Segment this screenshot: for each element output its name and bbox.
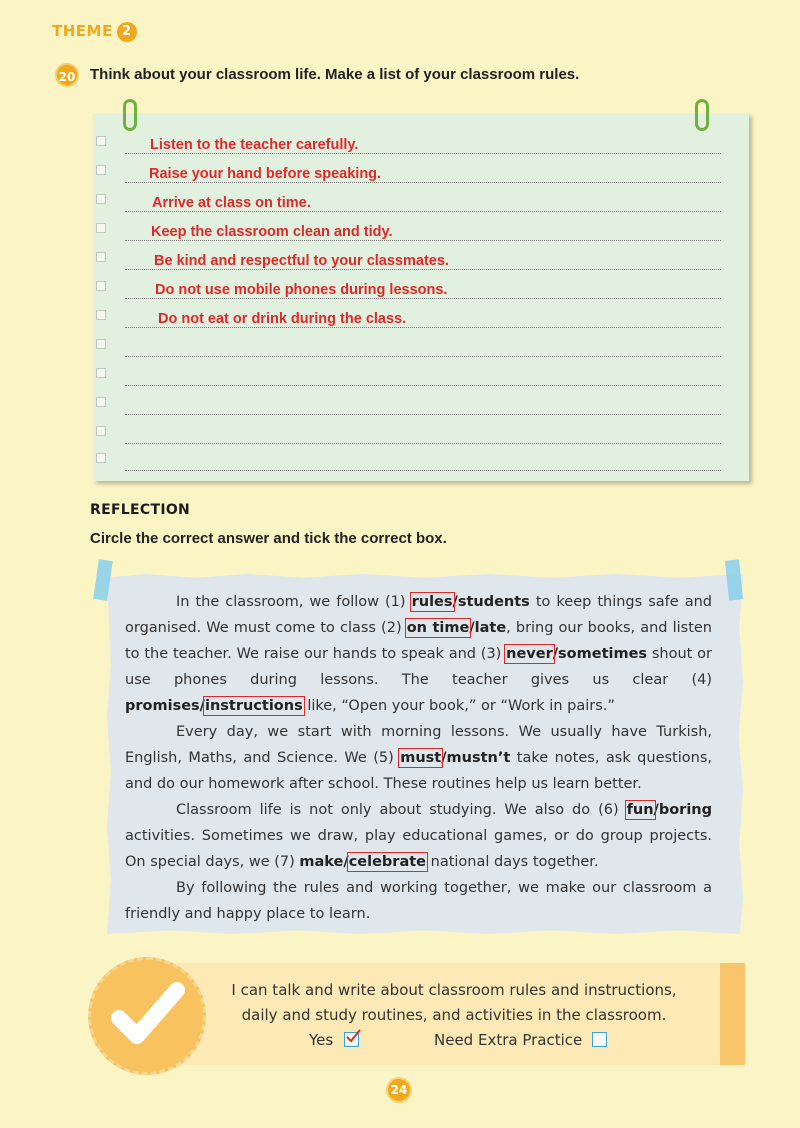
option[interactable]: students bbox=[457, 594, 530, 610]
yes-label: Yes bbox=[309, 1031, 334, 1049]
theme-title: THEME bbox=[52, 22, 113, 40]
option-circled[interactable]: never bbox=[506, 646, 553, 662]
extra-practice-checkbox[interactable] bbox=[592, 1032, 607, 1047]
checkbox-icon bbox=[96, 397, 106, 407]
rules-notepaper bbox=[93, 113, 749, 481]
checkbox-icon bbox=[96, 453, 106, 463]
reflection-paragraph-2: Every day, we start with morning lessons. We usually have Turkish, English, Maths, and Science. We (5) must/mustn’t take notes, ask questions, and do our homework after school. These routines help us learn better. bbox=[125, 724, 712, 792]
rule-row bbox=[93, 442, 749, 471]
rule-text: Keep the classroom clean and tidy. bbox=[151, 224, 393, 240]
option-circled[interactable]: instructions bbox=[204, 698, 303, 714]
rule-row bbox=[93, 415, 749, 444]
checkbox-icon bbox=[96, 368, 106, 378]
checkbox-icon bbox=[96, 165, 106, 175]
reflection-title: REFLECTION bbox=[90, 502, 191, 518]
checkbox-icon bbox=[96, 281, 106, 291]
reflection-instruction: Circle the correct answer and tick the correct box. bbox=[90, 530, 447, 547]
yes-checkbox[interactable] bbox=[344, 1032, 359, 1047]
option[interactable]: boring bbox=[658, 802, 712, 818]
option[interactable]: sometimes bbox=[558, 646, 648, 662]
checkbox-icon bbox=[96, 136, 106, 146]
checkbox-icon bbox=[96, 223, 106, 233]
option-circled[interactable]: rules bbox=[411, 594, 453, 610]
rule-row bbox=[93, 154, 749, 183]
tick-icon bbox=[344, 1028, 362, 1046]
self-check-line-1: I can talk and write about classroom rules and instructions, bbox=[231, 981, 677, 999]
rule-row bbox=[93, 357, 749, 386]
theme-label bbox=[52, 22, 137, 42]
theme-number-badge: 2 bbox=[117, 22, 137, 42]
checkbox-icon bbox=[96, 426, 106, 436]
checkbox-icon bbox=[96, 194, 106, 204]
rule-text: Listen to the teacher carefully. bbox=[150, 137, 359, 153]
tape-icon bbox=[725, 559, 743, 600]
rule-row bbox=[93, 270, 749, 299]
option[interactable]: make bbox=[299, 854, 344, 870]
reflection-paragraph-1: In the classroom, we follow (1) rules/students to keep things safe and organised. We must come to class (2) on time/late, bring our books, and listen to the teacher. We raise our hands to speak and (3) never/sometimes shout or use phones during lessons. The teacher gives us clear (4) promises/instructions like, “Open your book,” or “Work in pairs.” bbox=[125, 594, 712, 714]
rule-row bbox=[93, 299, 749, 328]
rule-row bbox=[93, 328, 749, 357]
rule-text: Arrive at class on time. bbox=[152, 195, 311, 211]
option-circled[interactable]: on time bbox=[406, 620, 470, 636]
option-circled[interactable]: fun bbox=[626, 802, 654, 818]
option[interactable]: promises bbox=[125, 698, 200, 714]
option[interactable]: late bbox=[474, 620, 507, 636]
rule-text: Be kind and respectful to your classmates. bbox=[154, 253, 449, 269]
rule-row bbox=[93, 183, 749, 212]
self-check-line-2: daily and study routines, and activities in the classroom. bbox=[241, 1006, 667, 1024]
rule-row bbox=[93, 241, 749, 270]
rule-row bbox=[93, 386, 749, 415]
option[interactable]: mustn’t bbox=[446, 750, 511, 766]
rule-text: Raise your hand before speaking. bbox=[149, 166, 382, 182]
reflection-paragraph-3: Classroom life is not only about studying. We also do (6) fun/boring activities. Sometimes we draw, play educational games, or do group projects. On special days, we (7) make/celebrate national days together. bbox=[125, 802, 712, 870]
rule-row bbox=[93, 125, 749, 154]
rule-text: Do not use mobile phones during lessons. bbox=[155, 282, 448, 298]
page-number: 24 bbox=[386, 1077, 412, 1103]
option-circled[interactable]: celebrate bbox=[348, 854, 427, 870]
checkbox-icon bbox=[96, 252, 106, 262]
task-instruction: Think about your classroom life. Make a list of your classroom rules. bbox=[90, 66, 580, 83]
task-number-badge: 20 bbox=[55, 63, 79, 87]
reflection-paragraph-4: By following the rules and working together, we make our classroom a friendly and happy place to learn. bbox=[125, 880, 712, 922]
rule-text: Do not eat or drink during the class. bbox=[158, 311, 407, 327]
option-circled[interactable]: must bbox=[400, 750, 442, 766]
checkbox-icon bbox=[96, 310, 106, 320]
extra-practice-label: Need Extra Practice bbox=[434, 1031, 583, 1049]
checkbox-icon bbox=[96, 339, 106, 349]
rule-row bbox=[93, 212, 749, 241]
